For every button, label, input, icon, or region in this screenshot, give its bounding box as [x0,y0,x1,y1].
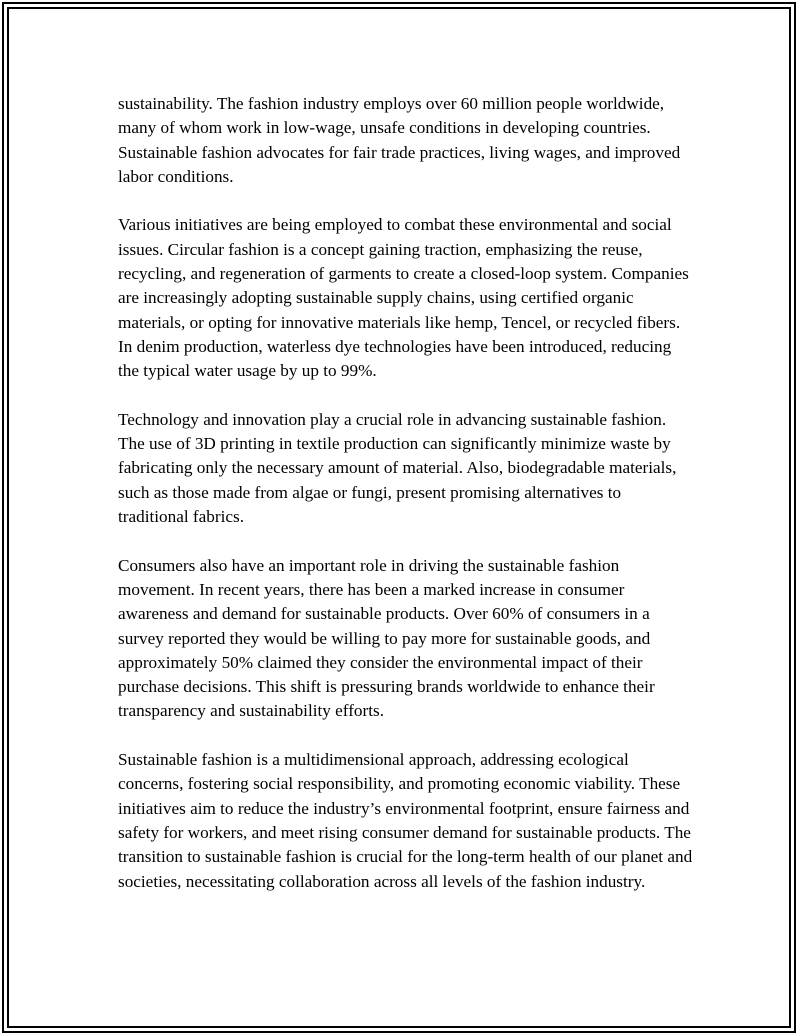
paragraph-consumer-role: Consumers also have an important role in driving the sustainable fashion movement. In recent years, there has been a marked increase in consumer awareness and demand for sustainable products. Over 60% of consumers in a survey reported they would be willing to pay more for sustainable goods, and approximately 50% claimed they consider the environmental impact of their purchase decisions. This shift is pressuring brands worldwide to enhance their transparency and sustainability efforts. [118,555,655,721]
paragraph-technology-innovation: Technology and innovation play a crucial role in advancing sustainable fashion. The use of 3D printing in textile production can significantly minimize waste by fabricating only the necessary amount of material. Also, biodegradable materials, such as those made from algae or fungi, present promising alternatives to traditional fabrics. [118,409,677,527]
paragraph-conclusion: Sustainable fashion is a multidimensional approach, addressing ecological concerns, fostering social responsibility, and promoting economic viability. These initiatives aim to reduce the industry’s environmental footprint, ensure fairness and safety for workers, and meet rising consumer demand for sustainable products. The transition to sustainable fashion is crucial for the long-term health of our planet and societies, necessitating collaboration across all levels of the fashion industry. [118,750,693,891]
document-body [118,92,693,894]
paragraph-labor-conditions: sustainability. The fashion industry employs over 60 million people worldwide, many of whom work in low-wage, unsafe conditions in developing countries. Sustainable fashion advocates for fair trade practices, living wages, and improved labor conditions. [118,94,681,186]
paragraph-circular-fashion: Various initiatives are being employed to combat these environmental and social issues. Circular fashion is a concept gaining traction, emphasizing the reuse, recycling, and regeneration of garments to create a closed-loop system. Companies are increasingly adopting sustainable supply chains, using certified organic materials, or opting for innovative materials like hemp, Tencel, or recycled fibers. In denim production, waterless dye technologies have been introduced, reducing the typical water usage by up to 99%. [118,215,689,381]
